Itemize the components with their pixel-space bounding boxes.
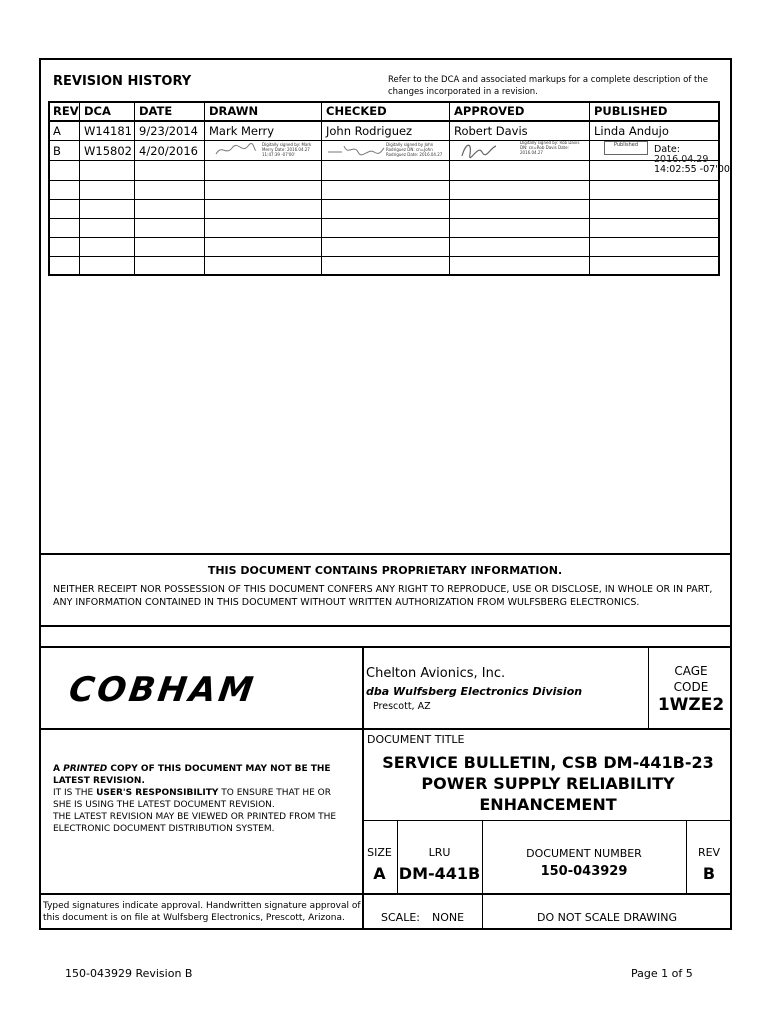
drawn-signature-text: Digitally signed by: Mark Merry Date: 2016.04.27 11:47:39 -07'00' (262, 142, 312, 157)
rev-value: B (702, 864, 716, 883)
scale-value: NONE (432, 911, 465, 924)
note-bold: USER'S RESPONSIBILITY (96, 788, 219, 798)
header-date: DATE (139, 104, 173, 118)
row-b-date: 4/20/2016 (139, 144, 198, 158)
document-title-line: SERVICE BULLETIN, CSB DM-441B-23 (382, 753, 714, 772)
rev-label: REV (697, 846, 721, 859)
signature-note: Typed signatures indicate approval. Handwritten signature approval of this document is on file at Wulfsberg Electronics, Prescott, Arizona. (43, 901, 361, 923)
page-number: Page 1 of 5 (631, 967, 693, 980)
table-row-divider (48, 237, 720, 238)
company-name: Chelton Avionics, Inc. (366, 666, 506, 681)
printed-note-line2 (53, 787, 348, 811)
size-value: A (373, 864, 386, 883)
table-col-divider (589, 101, 590, 276)
row-a-checked: John Rodriguez (326, 124, 413, 138)
proprietary-text: NEITHER RECEIPT NOR POSSESSION OF THIS DOCUMENT CONFERS ANY RIGHT TO REPRODUCE, USE OR DISCLOSE, IN WHOLE OR IN PART, ANY INFORMATION CONTAINED IN THIS DOCUMENT WITHOUT WRITTEN AUTHORIZATION FROM WULFSBERG ELECTRONICS. (53, 584, 713, 608)
document-number: 150-043929 (540, 864, 628, 879)
note-text: IT IS THE (53, 788, 97, 798)
header-drawn: DRAWN (209, 104, 259, 118)
section-divider (39, 625, 732, 627)
division-name: dba Wulfsberg Electronics Division (366, 685, 583, 698)
footer-document-revision: 150-043929 Revision B (65, 967, 193, 980)
title-block-divider (362, 820, 732, 821)
do-not-scale-note: DO NOT SCALE DRAWING (537, 911, 677, 924)
proprietary-title: THIS DOCUMENT CONTAINS PROPRIETARY INFORMATION. (207, 564, 563, 577)
note-text: TO ENSURE THAT HE OR SHE IS USING THE LATEST DOCUMENT REVISION. (53, 788, 331, 810)
table-col-divider (321, 101, 322, 276)
row-a-drawn: Mark Merry (209, 124, 275, 138)
table-row-divider (48, 218, 720, 219)
published-date: 2016.04.29 (654, 154, 709, 165)
table-row-divider (48, 199, 720, 200)
row-b-dca: W15802 (84, 144, 132, 158)
cobham-logo (68, 671, 328, 709)
header-approved: APPROVED (454, 104, 525, 118)
checked-signature (326, 142, 386, 158)
row-a-published: Linda Andujo (594, 124, 669, 138)
row-a-rev: A (53, 124, 61, 138)
title-block-divider (39, 893, 732, 895)
cage-code: 1WZE2 (657, 695, 725, 715)
note-emphasis: PRINTED (63, 764, 108, 774)
section-divider (39, 646, 732, 648)
table-row-divider (48, 160, 720, 161)
approved-signature-text: Digitally signed by: Rob Davis DN: cn=Rob Davis Date: 2016.04.27 (520, 140, 580, 155)
header-published: PUBLISHED (594, 104, 668, 118)
document-title-label: DOCUMENT TITLE (367, 733, 465, 746)
revision-note: Refer to the DCA and associated markups for a complete description of the changes incorporated in a revision. (388, 75, 708, 97)
note-text: A (53, 764, 64, 774)
row-a-approved: Robert Davis (454, 124, 528, 138)
table-col-divider (449, 101, 450, 276)
row-a-date: 9/23/2014 (139, 124, 198, 138)
approved-signature (458, 140, 498, 160)
printed-copy-note (53, 763, 348, 835)
header-dca: DCA (84, 104, 111, 118)
table-col-divider (79, 101, 80, 276)
company-city: Prescott, AZ (373, 701, 431, 712)
published-date-label: Date: (654, 144, 680, 155)
table-row-divider (48, 256, 720, 257)
revision-history-title: REVISION HISTORY (53, 74, 192, 89)
title-block-divider (362, 646, 364, 930)
checked-signature-text: Digitally signed by John Rodriguez DN: cn=John Rodriguez Date: 2016.04.27 (386, 142, 443, 157)
table-row-divider (48, 180, 720, 181)
published-stamp: Published (604, 141, 648, 155)
row-b-rev: B (53, 144, 61, 158)
cage-label (650, 663, 732, 695)
lru-label: LRU (428, 846, 451, 859)
logo-text: COBHAM (68, 671, 259, 705)
document-number-label: DOCUMENT NUMBER (526, 847, 642, 860)
cage-divider (648, 646, 649, 728)
header-checked: CHECKED (326, 104, 387, 118)
lru-value: DM-441B (398, 864, 481, 883)
row-a-dca: W14181 (84, 124, 132, 138)
drawn-signature (214, 142, 258, 158)
cage-label-line1: CAGE (674, 664, 708, 678)
note-text: COPY OF THIS DOCUMENT MAY NOT BE THE LATEST REVISION. (53, 764, 331, 786)
title-block-divider (39, 728, 732, 730)
document-title-line: POWER SUPPLY RELIABILITY (421, 774, 675, 793)
document-title-line: ENHANCEMENT (479, 795, 617, 814)
header-rev: REV (53, 104, 79, 118)
section-divider (39, 553, 732, 555)
table-col-divider (204, 101, 205, 276)
published-time: 14:02:55 -07'00' (654, 164, 733, 175)
scale-label: SCALE: (381, 911, 420, 924)
size-label: SIZE (367, 846, 392, 859)
printed-note-line1 (53, 763, 348, 787)
cage-label-line2: CODE (673, 680, 709, 694)
document-title (370, 752, 726, 815)
table-col-divider (134, 101, 135, 276)
table-header-divider (48, 120, 720, 122)
printed-note-line3: THE LATEST REVISION MAY BE VIEWED OR PRINTED FROM THE ELECTRONIC DOCUMENT DISTRIBUTION SYSTEM. (53, 812, 337, 834)
